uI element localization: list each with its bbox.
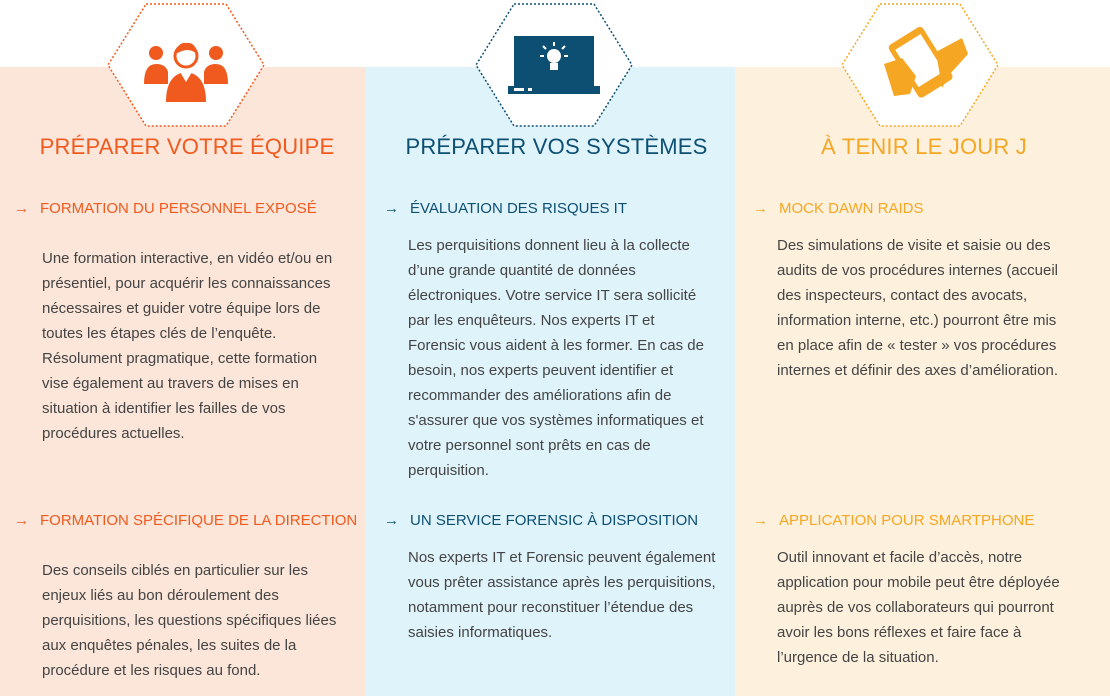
column-title-systems: PRÉPARER VOS SYSTÈMES xyxy=(405,134,708,159)
text-line: besoin, nos experts peuvent identifier et xyxy=(408,362,674,379)
arrow-right-icon: → xyxy=(753,512,768,529)
text-line: procédures actuelles. xyxy=(42,425,185,442)
team-hexagon xyxy=(106,2,266,128)
text-line: enjeux liés au bon déroulement des xyxy=(42,587,279,604)
text-line: Les perquisitions donnent lieu à la collecte xyxy=(408,237,690,254)
day-j-hexagon xyxy=(840,2,1000,128)
column-title-day-j: À TENIR LE JOUR J xyxy=(821,134,1027,159)
text-line: application pour mobile peut être déployée xyxy=(777,574,1060,591)
arrow-right-icon: → xyxy=(753,200,768,217)
systems-hexagon xyxy=(474,2,634,128)
text-line: auprès de vos collaborateurs qui pourront xyxy=(777,599,1054,616)
section-text xyxy=(408,233,733,483)
text-line: électroniques. Votre service IT sera sollicité xyxy=(408,287,697,304)
text-line: nécessaires et guider votre équipe lors de xyxy=(42,300,321,317)
laptop-lightbulb-icon xyxy=(474,2,634,128)
arrow-right-icon: → xyxy=(384,512,399,529)
section-title: → UN SERVICE FORENSIC À DISPOSITION xyxy=(384,512,699,529)
section-title: → MOCK DAWN RAIDS xyxy=(753,200,924,217)
text-line: perquisition. xyxy=(408,462,489,479)
text-line: d’une grande quantité de données xyxy=(408,262,636,279)
section-title: → FORMATION DU PERSONNEL EXPOSÉ xyxy=(14,200,317,217)
text-line: perquisitions, les questions spécifiques liées xyxy=(42,612,337,629)
text-line: Outil innovant et facile d’accès, notre xyxy=(777,549,1023,566)
section-text xyxy=(777,545,1102,670)
text-line: audits de vos procédures internes (accueil xyxy=(777,262,1058,279)
arrow-right-icon: → xyxy=(384,200,399,217)
text-line: toutes les étapes clés de l’enquête. xyxy=(42,325,277,342)
text-line: aux enquêtes pénales, les suites de la xyxy=(42,637,297,654)
text-line: Nos experts IT et Forensic peuvent également xyxy=(408,549,716,566)
text-line: Résolument pragmatique, cette formation xyxy=(42,350,318,367)
text-line: vous prêter assistance après les perquisitions, xyxy=(408,574,716,591)
section-title: → ÉVALUATION DES RISQUES IT xyxy=(384,200,627,217)
text-line: Forensic vous aident à les former. En cas de xyxy=(408,337,704,354)
text-line: des inspecteurs, contact des avocats, xyxy=(777,287,1028,304)
text-line: Des simulations de visite et saisie ou des xyxy=(777,237,1051,254)
text-line: recommander des améliorations afin de xyxy=(408,387,672,404)
section-title: → FORMATION SPÉCIFIQUE DE LA DIRECTION xyxy=(14,512,358,529)
arrow-right-icon: → xyxy=(14,512,29,529)
text-line: votre personnel sont prêts en cas de xyxy=(408,437,651,454)
text-line: saisies informatiques. xyxy=(408,624,553,641)
column-title-team: PRÉPARER VOTRE ÉQUIPE xyxy=(39,134,335,159)
section-text xyxy=(777,233,1102,383)
text-line: notamment pour reconstituer l’étendue des xyxy=(408,599,694,616)
text-line: avoir les bons réflexes et faire face à xyxy=(777,624,1022,641)
text-line: Une formation interactive, en vidéo et/ou en xyxy=(42,250,333,267)
text-line: Des conseils ciblés en particulier sur les xyxy=(42,562,308,579)
text-line: par les enquêteurs. Nos experts IT et xyxy=(408,312,655,329)
smartphone-hand-icon xyxy=(840,2,1000,128)
text-line: vise également au travers de mises en xyxy=(42,375,299,392)
section-text xyxy=(42,246,362,446)
section-text xyxy=(42,558,362,683)
arrow-right-icon: → xyxy=(14,200,29,217)
text-line: situation à identifier les failles de vos xyxy=(42,400,286,417)
text-line: information interne, etc.) pourront être mis xyxy=(777,312,1057,329)
text-line: procédure et les risques au fond. xyxy=(42,662,261,679)
team-people-icon xyxy=(106,2,266,128)
section-title: → APPLICATION POUR SMARTPHONE xyxy=(753,512,1035,529)
text-line: internes et définir des axes d’amélioration. xyxy=(777,362,1058,379)
text-line: s'assurer que vos systèmes informatiques et xyxy=(408,412,704,429)
section-text xyxy=(408,545,733,645)
text-line: l’urgence de la situation. xyxy=(777,649,939,666)
text-line: en place afin de « tester » vos procédures xyxy=(777,337,1057,354)
text-line: présentiel, pour acquérir les connaissances xyxy=(42,275,331,292)
